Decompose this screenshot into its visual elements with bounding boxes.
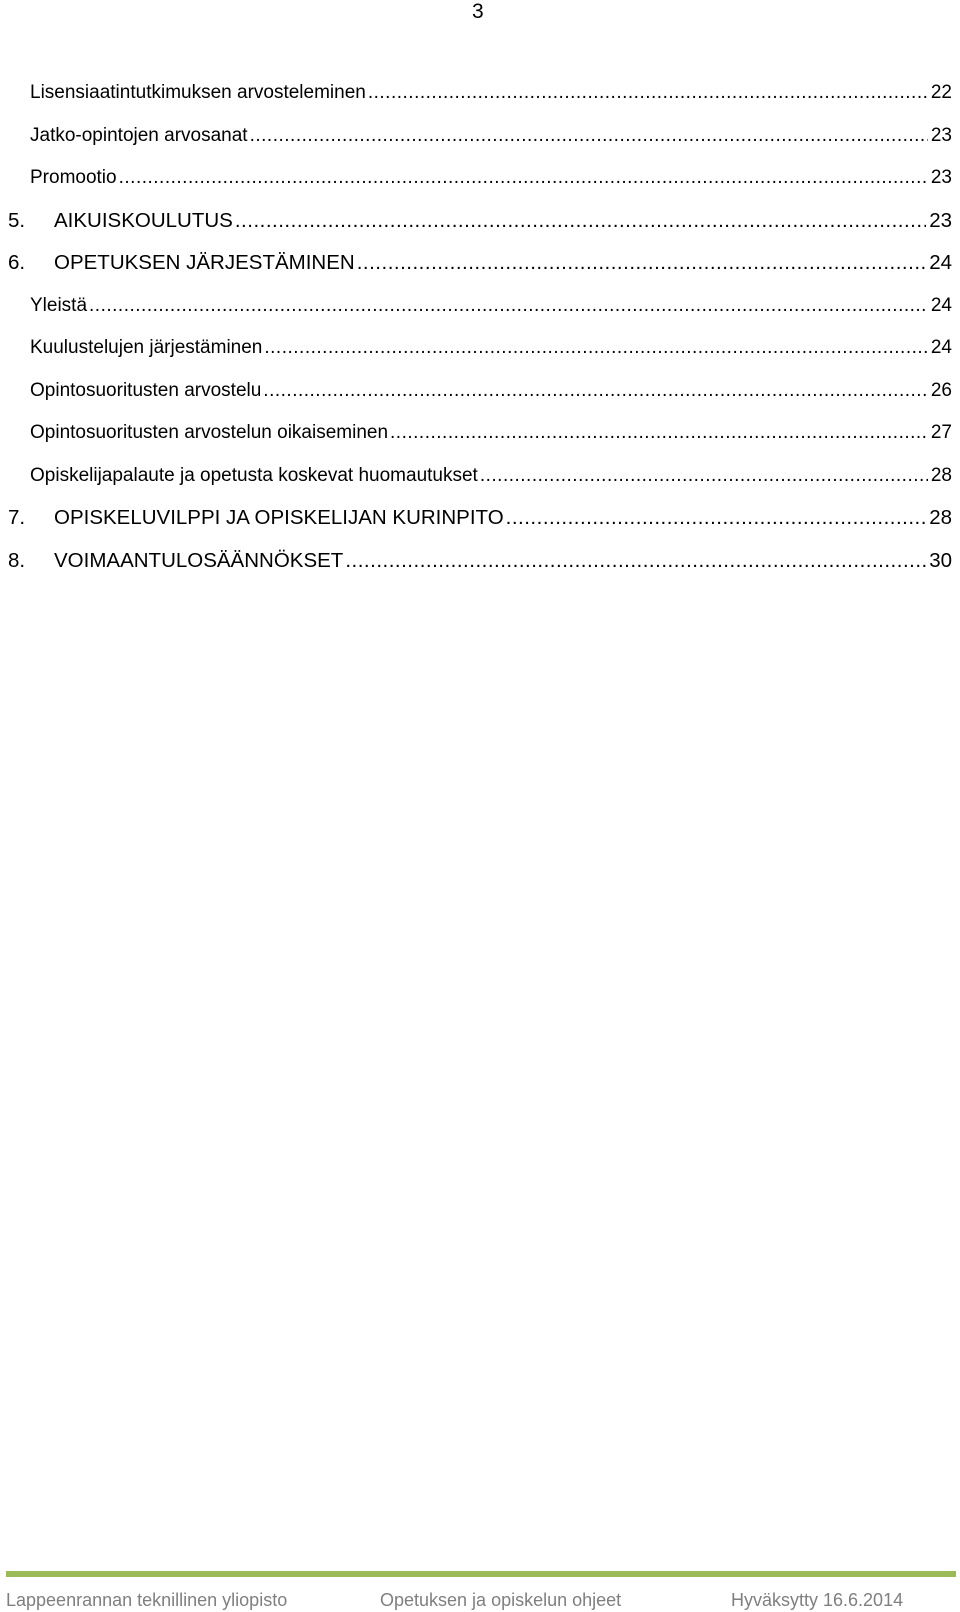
toc-dot-leader [357, 242, 926, 285]
toc-entry[interactable] [30, 327, 952, 370]
toc-dot-leader [368, 72, 928, 115]
page-footer [6, 1589, 956, 1611]
toc-entry-title: Yleistä [30, 294, 88, 316]
toc-entry-number: 6. [8, 251, 26, 274]
toc-entry[interactable] [30, 455, 952, 498]
toc-entry-title: Kuulustelujen järjestäminen [30, 337, 263, 358]
toc-entry[interactable] [8, 540, 952, 583]
toc-entry-page: 28 [930, 464, 952, 486]
toc-entry[interactable] [8, 497, 952, 540]
toc-entry-number: 8. [8, 548, 26, 572]
toc-entry-title: Opintosuoritusten arvostelun oikaiseminen [30, 422, 389, 443]
footer-approval-date: Hyväksytty 16.6.2014 [731, 1590, 904, 1610]
toc-entry[interactable] [30, 115, 952, 158]
toc-entry-number: 7. [8, 506, 26, 529]
toc-entry-page: 23 [930, 167, 952, 188]
toc-dot-leader [264, 327, 927, 370]
toc-entry[interactable] [30, 370, 952, 413]
footer-institution: Lappeenrannan teknillinen yliopisto [6, 1590, 288, 1610]
toc-entry-title: Jatko-opintojen arvosanat [30, 124, 248, 146]
toc-entry[interactable] [30, 157, 952, 200]
toc-entry-title: AIKUISKOULUTUS [54, 208, 233, 232]
toc-dot-leader [345, 540, 926, 583]
toc-dot-leader [250, 115, 928, 158]
footer-document-title: Opetuksen ja opiskelun ohjeet [380, 1590, 622, 1610]
page-number: 3 [472, 0, 484, 23]
toc-entry[interactable] [8, 242, 952, 285]
toc-entry-page: 28 [929, 506, 952, 529]
toc-dot-leader [480, 455, 928, 498]
toc-entry-title: Lisensiaatintutkimuksen arvosteleminen [30, 82, 366, 103]
toc-dot-leader [506, 497, 927, 540]
toc-entry-page: 24 [929, 251, 952, 274]
toc-entry-title: VOIMAANTULOSÄÄNNÖKSET [54, 548, 344, 572]
toc-entry-page: 24 [930, 294, 952, 316]
toc-entry-page: 23 [930, 124, 952, 146]
toc-entry-title: Opintosuoritusten arvostelu [30, 379, 262, 401]
toc-entry[interactable] [8, 200, 952, 243]
toc-entry-title: Opiskelijapalaute ja opetusta koskevat huomautukset [30, 464, 478, 486]
toc-entry-title: Promootio [30, 167, 117, 188]
toc-entry-page: 23 [929, 208, 952, 232]
toc-entry-page: 30 [929, 548, 952, 572]
toc-dot-leader [119, 157, 928, 200]
footer-divider [6, 1571, 956, 1577]
toc-dot-leader [390, 412, 928, 455]
toc-entry-page: 26 [930, 379, 952, 401]
toc-dot-leader [263, 370, 928, 413]
toc-entry-title: OPETUKSEN JÄRJESTÄMINEN [54, 251, 355, 274]
toc-entry-page: 22 [930, 82, 952, 103]
toc-entry[interactable] [30, 412, 952, 455]
toc-dot-leader [89, 285, 928, 328]
toc-entry-title: OPISKELUVILPPI JA OPISKELIJAN KURINPITO [54, 506, 504, 529]
toc-entry-page: 27 [930, 422, 952, 443]
toc-entry[interactable] [30, 72, 952, 115]
toc-entry-number: 5. [8, 208, 26, 232]
toc-entry-page: 24 [930, 337, 952, 358]
toc-entry[interactable] [30, 285, 952, 328]
table-of-contents [8, 72, 952, 582]
toc-dot-leader [235, 200, 926, 243]
